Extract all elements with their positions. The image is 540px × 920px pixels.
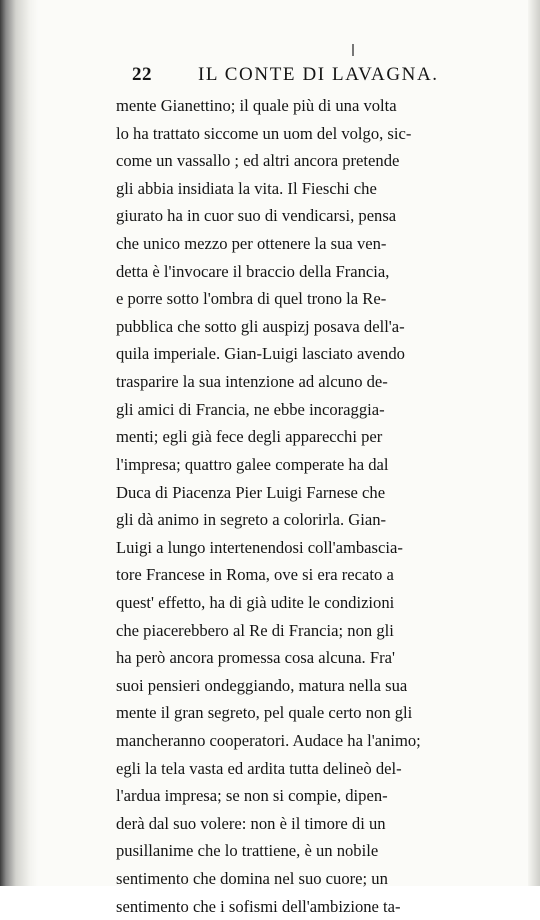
ink-speck xyxy=(352,44,354,56)
text-line: l'impresa; quattro galee comperate ha dal xyxy=(116,454,389,474)
text-line: pusillanime che lo trattiene, è un nobile xyxy=(116,841,379,861)
text-line: sentimento che i sofismi dell'ambizione ta- xyxy=(116,896,401,916)
text-line: gli amici di Francia, ne ebbe incoraggia- xyxy=(116,399,385,419)
page-binding-shadow xyxy=(0,0,38,886)
text-line: mancheranno cooperatori. Audace ha l'animo; xyxy=(116,731,421,751)
text-line: e porre sotto l'ombra di quel trono la Re- xyxy=(116,289,387,309)
text-line: mente il gran segreto, pel quale certo non gli xyxy=(116,703,413,723)
text-line: detta è l'invocare il braccio della Francia, xyxy=(116,261,390,281)
text-line: sentimento che domina nel suo cuore; un xyxy=(116,869,388,889)
text-line: derà dal suo volere: non è il timore di un xyxy=(116,813,386,833)
page-number: 22 xyxy=(132,64,152,85)
text-line: come un vassallo ; ed altri ancora pretende xyxy=(116,151,400,171)
text-line: egli la tela vasta ed ardita tutta delineò del- xyxy=(116,758,402,778)
text-line: mente Gianettino; il quale più di una volta xyxy=(116,96,397,115)
body-text xyxy=(116,92,488,920)
text-line: che piacerebbero al Re di Francia; non gli xyxy=(116,620,394,640)
page-edge-shadow xyxy=(528,0,540,886)
text-line: giurato ha in cuor suo di vendicarsi, pensa xyxy=(116,206,397,226)
text-line: ha però ancora promessa cosa alcuna. Fra' xyxy=(116,648,395,668)
text-line: Duca di Piacenza Pier Luigi Farnese che xyxy=(116,482,386,502)
text-line: trasparire la sua intenzione ad alcuno de- xyxy=(116,372,388,392)
text-line: suoi pensieri ondeggiando, matura nella sua xyxy=(116,675,408,695)
text-line: lo ha trattato siccome un uom del volgo, sic- xyxy=(116,123,412,143)
text-line: quest' effetto, ha di già udite le condizioni xyxy=(116,592,395,612)
text-line: l'ardua impresa; se non si compie, dipen- xyxy=(116,786,388,806)
running-header xyxy=(132,64,492,88)
text-line: menti; egli già fece degli apparecchi per xyxy=(116,427,383,447)
text-line: gli abbia insidiata la vita. Il Fieschi che xyxy=(116,178,377,198)
text-line: quila imperiale. Gian-Luigi lasciato avendo xyxy=(116,344,405,364)
running-title: IL CONTE DI LAVAGNA. xyxy=(198,64,439,85)
text-line: che unico mezzo per ottenere la sua ven- xyxy=(116,234,387,254)
text-line: tore Francese in Roma, ove si era recato a xyxy=(116,565,394,585)
text-line: pubblica che sotto gli auspizj posava dell'a- xyxy=(116,316,405,336)
text-line: gli dà animo in segreto a colorirla. Gian- xyxy=(116,510,387,530)
text-line: Luigi a lungo intertenendosi coll'ambascia- xyxy=(116,537,403,557)
